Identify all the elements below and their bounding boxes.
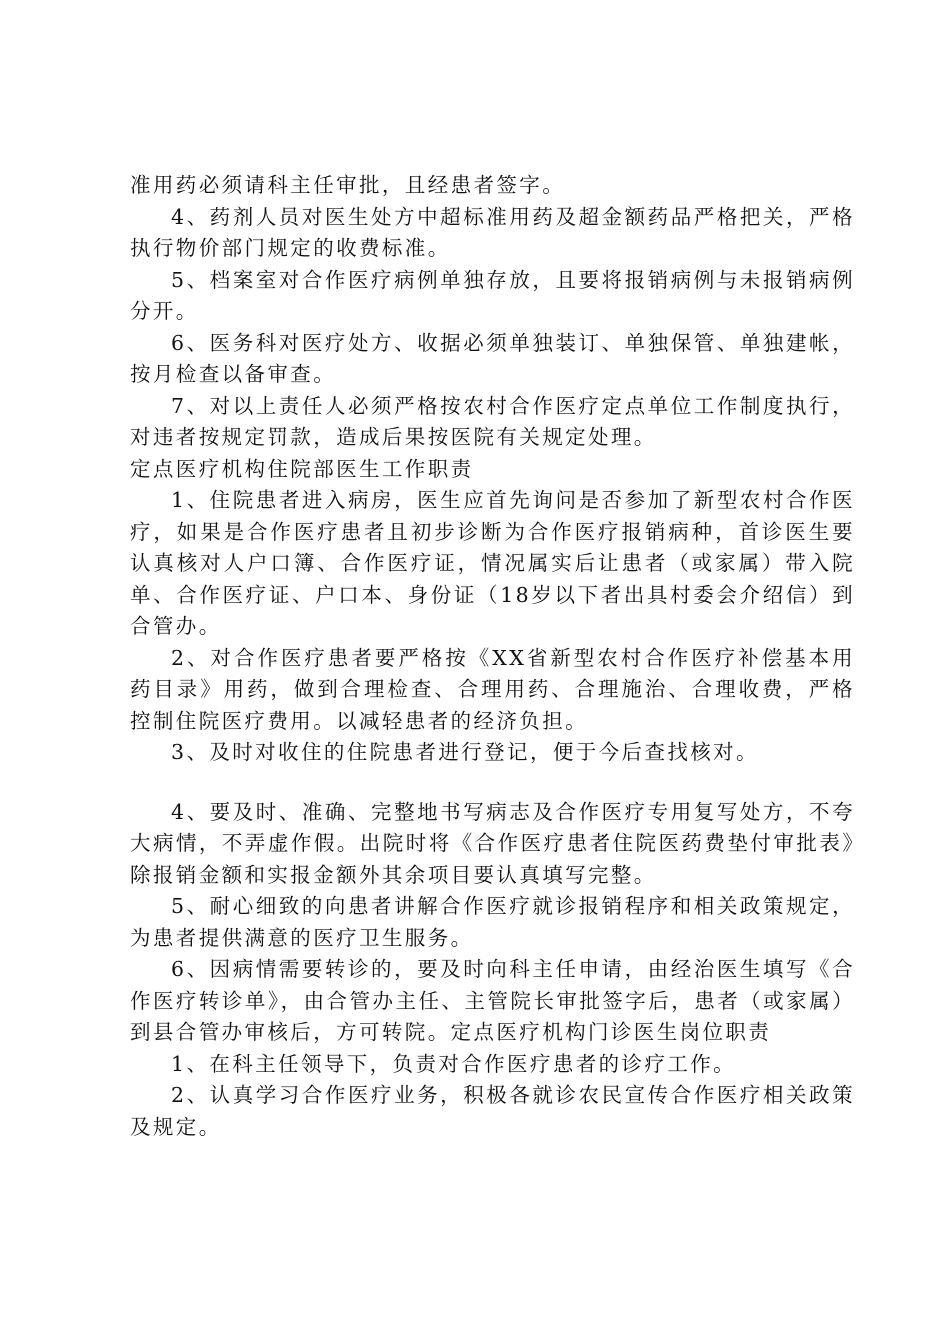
paragraph-inpatient-6: 6、因病情需要转诊的，要及时向科主任申请，由经治医生填写《合作医疗转诊单》，由合管办主任、主管院长审批签字后，患者（或家属）到县合管办审核后，方可转院。定点医疗机构门诊医生岗位职责 <box>130 957 855 1044</box>
paragraph-continuation: 准用药必须请科主任审批，且经患者签字。 <box>130 173 566 197</box>
paragraph-outpatient-1: 1、在科主任领导下，负责对合作医疗患者的诊疗工作。 <box>171 1051 737 1076</box>
paragraph-inpatient-3: 3、及时对收住的住院患者进行登记，便于今后查找核对。 <box>171 740 759 764</box>
paragraph-inpatient-1: 1、住院患者进入病房，医生应首先询问是否参加了新型农村合作医疗，如果是合作医疗患者且初步诊断为合作医疗报销病种，首诊医生要认真核对人户口簿、合作医疗证，情况属实后让患者（或家属）带入院单、合作医疗证、户口本、身份证（18岁以下者出具村委会介绍信）到合管办。 <box>130 488 855 638</box>
blank-line <box>130 769 855 797</box>
paragraph-inpatient-4: 4、要及时、准确、完整地书写病志及合作医疗专用复写处方，不夸大病情，不弄虚作假。出院时将《合作医疗患者住院医药费垫付审批表》除报销金额和实报金额外其余项目要认真填写完整。 <box>130 799 855 887</box>
paragraph-item-4: 4、药剂人员对医生处方中超标准用药及超金额药品严格把关，严格执行物价部门规定的收费标准。 <box>130 204 855 260</box>
document-body <box>130 170 855 1143</box>
paragraph-outpatient-2: 2、认真学习合作医疗业务，积极各就诊农民宣传合作医疗相关政策及规定。 <box>130 1083 855 1139</box>
paragraph-inpatient-2: 2、对合作医疗患者要严格按《XX省新型农村合作医疗补偿基本用药目录》用药，做到合理检查、合理用药、合理施治、合理收费，严格控制住院医疗费用。以减轻患者的经济负担。 <box>130 645 855 733</box>
section-heading-inpatient: 定点医疗机构住院部医生工作职责 <box>130 456 474 481</box>
paragraph-item-5: 5、档案室对合作医疗病例单独存放，且要将报销病例与未报销病例分开。 <box>130 267 855 323</box>
paragraph-item-7: 7、对以上责任人必须严格按农村合作医疗定点单位工作制度执行，对违者按规定罚款，造成后果按医院有关规定处理。 <box>130 393 855 449</box>
paragraph-item-6: 6、医务科对医疗处方、收据必须单独装订、单独保管、单独建帐，按月检查以备审查。 <box>130 330 855 386</box>
paragraph-inpatient-5: 5、耐心细致的向患者讲解合作医疗就诊报销程序和相关政策规定，为患者提供满意的医疗卫生服务。 <box>130 894 855 950</box>
